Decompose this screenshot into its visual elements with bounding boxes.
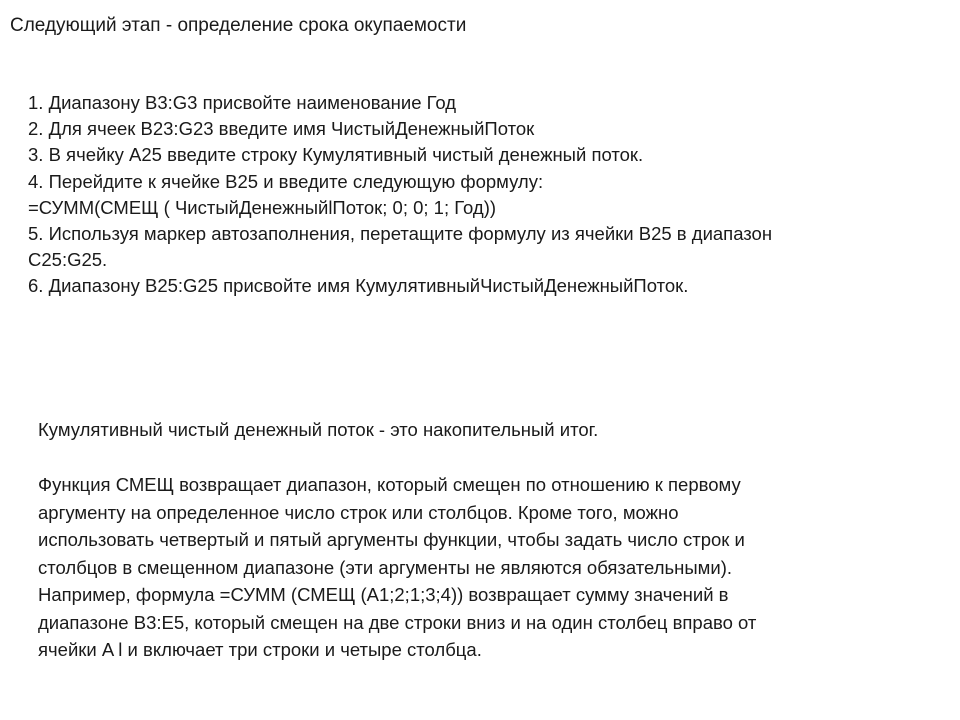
definition-text: Кумулятивный чистый денежный поток - это накопительный итог. (38, 419, 599, 440)
instruction-steps (28, 90, 928, 300)
step-line: 1. Диапазону B3:G3 присвойте наименование Год (28, 92, 457, 113)
step-line: 2. Для ячеек B23:G23 введите имя ЧистыйДенежныйПоток (28, 118, 535, 140)
explanation-line: использовать четвертый и пятый аргументы функции, чтобы задать число строк и (38, 529, 745, 550)
step-line: 4. Перейдите к ячейке B25 и введите следующую формулу: (28, 170, 544, 192)
step-line: 6. Диапазону B25:G25 присвойте имя КумулятивныйЧистыйДенежныйПоток. (28, 275, 689, 297)
notes-block (38, 416, 918, 664)
explanation-line: Например, формула =СУММ (СМЕЩ (A1;2;1;3;4)) возвращает сумму значений в (38, 584, 729, 605)
formula-line: =СУММ(СМЕЩ ( ЧистыйДенежныйlПоток; 0; 0; 1; Год)) (28, 196, 497, 218)
slide-title: Следующий этап - определение срока окупаемости (10, 15, 467, 36)
step-line: 5. Используя маркер автозаполнения, перетащите формулу из ячейки B25 в диапазон (28, 223, 773, 245)
explanation-line: ячейки A l и включает три строки и четыре столбца. (38, 639, 482, 660)
step-line: 3. В ячейку А25 введите строку Кумулятивный чистый денежный поток. (28, 144, 644, 166)
paragraph-gap (38, 444, 918, 472)
explanation-line: диапазоне B3:E5, который смещен на две строки вниз и на один столбец вправо от (38, 611, 757, 633)
explanation-line: аргументу на определенное число строк или столбцов. Кроме того, можно (38, 501, 679, 523)
step-line: C25:G25. (28, 249, 108, 271)
explanation-line: столбцов в смещенном диапазоне (эти аргументы не являются обязательными). (38, 556, 733, 578)
explanation-line: Функция СМЕЩ возвращает диапазон, который смещен по отношению к первому (38, 474, 741, 495)
